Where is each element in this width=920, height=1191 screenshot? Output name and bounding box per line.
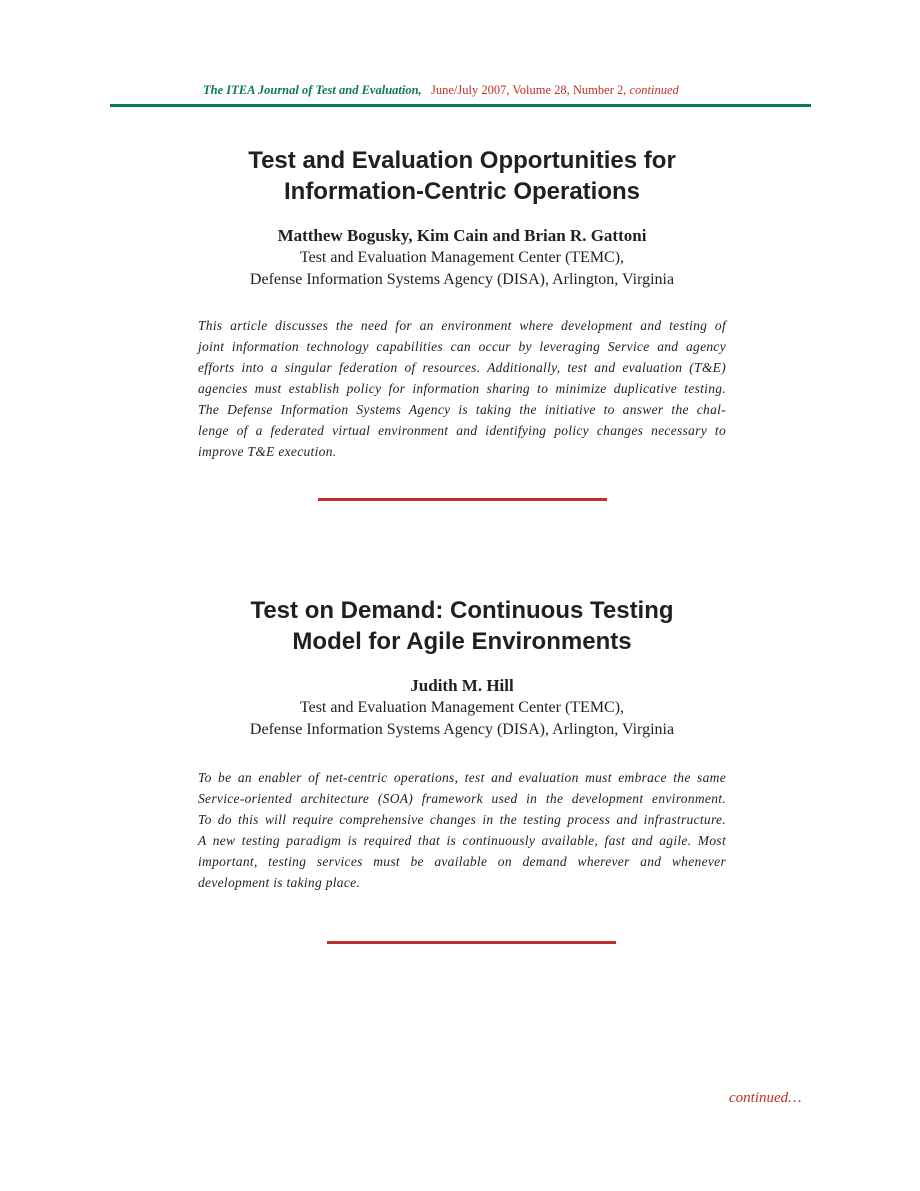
- running-header: [203, 83, 803, 99]
- continued-note: continued…: [729, 1090, 802, 1106]
- article-2: [198, 595, 726, 893]
- article-1: [198, 145, 726, 462]
- abstract-line: To be an enabler of net-centric operations, test and evaluation must embrace the same: [198, 770, 726, 785]
- article-authors: Matthew Bogusky, Kim Cain and Brian R. Gattoni: [277, 226, 647, 245]
- article-abstract: [198, 315, 726, 462]
- article-title: [198, 595, 726, 657]
- issue-info: [431, 83, 679, 98]
- issue-continued: continued: [629, 83, 679, 97]
- title-line: Model for Agile Environments: [292, 628, 632, 655]
- affiliation-line: Test and Evaluation Management Center (TEMC),: [299, 249, 625, 266]
- affiliation-line: Test and Evaluation Management Center (TEMC),: [299, 699, 625, 716]
- abstract-line: important, testing services must be available on demand wherever and whenever: [198, 854, 726, 869]
- abstract-line: joint information technology capabilities can occur by leveraging Service and agency: [198, 339, 726, 354]
- affiliation-line: Defense Information Systems Agency (DISA), Arlington, Virginia: [249, 721, 675, 738]
- abstract-line: efforts into a singular federation of resources. Additionally, test and evaluation (T&E): [198, 360, 726, 375]
- issue-text: June/July 2007, Volume 28, Number 2,: [431, 83, 627, 97]
- article-title: [198, 145, 726, 207]
- title-line: Information-Centric Operations: [283, 178, 641, 205]
- header-rule: [110, 104, 811, 107]
- abstract-line: The Defense Information Systems Agency is taking the initiative to answer the chal-: [198, 402, 726, 417]
- abstract-line: A new testing paradigm is required that is continuously available, fast and agile. Most: [198, 833, 726, 848]
- abstract-line: lenge of a federated virtual environment and identifying policy changes necessary to: [198, 423, 726, 438]
- article-authors: Judith M. Hill: [410, 676, 514, 695]
- title-line: Test and Evaluation Opportunities for: [248, 147, 676, 174]
- article-abstract: [198, 767, 726, 893]
- article-separator: [318, 498, 607, 501]
- title-line: Test on Demand: Continuous Testing: [250, 597, 674, 624]
- article-separator: [327, 941, 616, 944]
- abstract-line: This article discusses the need for an environment where development and testing of: [198, 318, 726, 333]
- abstract-line: Service-oriented architecture (SOA) framework used in the development environment.: [198, 791, 726, 806]
- journal-name: The ITEA Journal of Test and Evaluation,: [203, 83, 422, 97]
- article-affiliation: [198, 697, 726, 741]
- abstract-line: To do this will require comprehensive changes in the testing process and infrastructure.: [198, 812, 726, 827]
- affiliation-line: Defense Information Systems Agency (DISA), Arlington, Virginia: [249, 271, 675, 288]
- abstract-line: development is taking place.: [198, 875, 361, 890]
- article-affiliation: [198, 247, 726, 291]
- abstract-line: agencies must establish policy for information sharing to minimize duplicative testing.: [198, 381, 726, 396]
- abstract-line: improve T&E execution.: [198, 444, 337, 459]
